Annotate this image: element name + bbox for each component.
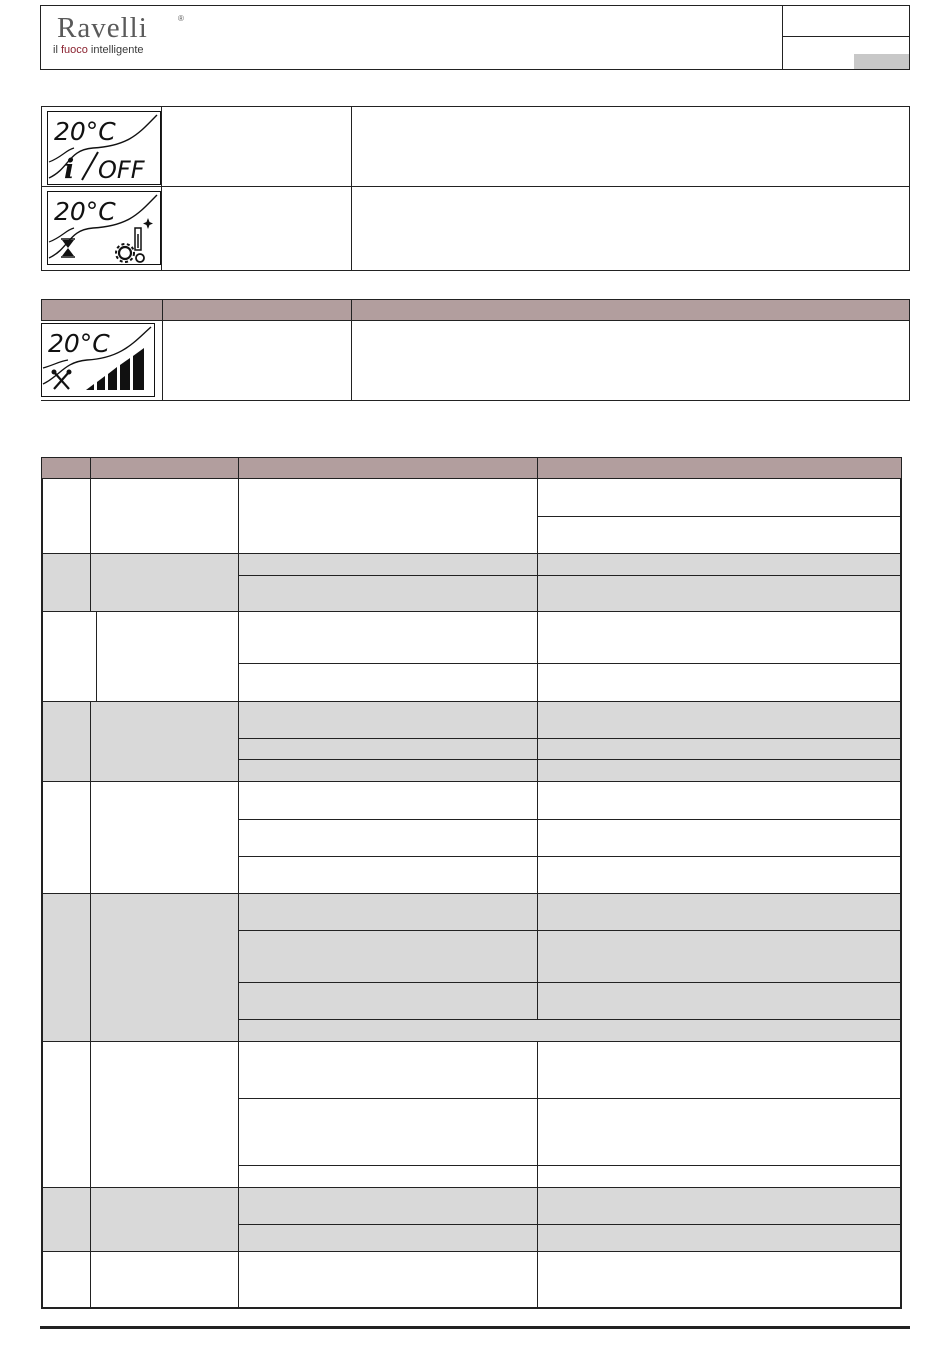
row-line-781 [41, 781, 902, 782]
subrow-line-982 [238, 982, 902, 983]
subrow-line-575 [238, 575, 902, 576]
gear-thermometer-icon [116, 218, 153, 262]
subrow-line-1224 [238, 1224, 902, 1225]
subrow-line-819 [238, 819, 902, 820]
subrow-line-1019 [238, 1019, 902, 1020]
page-header [40, 5, 910, 70]
icon-table-2-header-divider-a [162, 299, 163, 321]
icon-table-1-divider-a [161, 106, 162, 271]
col-line-1c [90, 701, 91, 1309]
row-line-1041 [41, 1041, 902, 1042]
col-line-3b [537, 1041, 538, 1309]
icon-table-1-divider-b [351, 106, 352, 271]
icon-table-2-header-divider-b [351, 299, 352, 321]
info-icon: i [64, 154, 75, 183]
subrow-line-516 [537, 516, 902, 517]
row-line-1251 [41, 1251, 902, 1252]
col-line-1b [96, 611, 97, 701]
timer-cleaning-display-icon [47, 191, 161, 265]
standby-off-display-icon [47, 111, 161, 185]
brand-logo: Ravelli [57, 12, 148, 44]
subrow-line-930 [238, 930, 902, 931]
brand-tagline: il fuoco intelligente [53, 44, 144, 56]
col-line-1 [90, 457, 91, 611]
row-line-701 [41, 701, 902, 702]
header-page-tab [854, 54, 909, 69]
main-table-frame [41, 479, 902, 1309]
row-line-893 [41, 893, 902, 894]
subrow-line-759 [238, 759, 902, 760]
icon-table-2-right-border [909, 321, 910, 401]
subrow-line-738 [238, 738, 902, 739]
icon-table-1 [41, 106, 910, 271]
header-right-divider [782, 36, 910, 37]
power-level-display-icon [41, 323, 155, 397]
icon-table-2-bottom-border [41, 400, 910, 401]
subrow-line-856 [238, 856, 902, 857]
icon-table-2-divider-a [162, 321, 163, 401]
row-line-611 [41, 611, 902, 612]
row-line-553 [41, 553, 902, 554]
row-line-1187 [41, 1187, 902, 1188]
display-off-text: OFF [98, 156, 145, 183]
registered-mark: ® [178, 14, 184, 23]
header-divider [782, 5, 783, 70]
display-temperature: 20°C [48, 329, 110, 358]
subrow-line-663 [238, 663, 902, 664]
icon-table-2-divider-b [351, 321, 352, 401]
display-temperature: 20°C [54, 117, 116, 146]
footer-rule [40, 1326, 910, 1329]
display-temperature: 20°C [54, 197, 116, 226]
subrow-line-1098 [238, 1098, 902, 1099]
col-line-2 [238, 457, 239, 1309]
tools-icon [52, 370, 72, 390]
subrow-line-1165 [238, 1165, 902, 1166]
icon-table-2-header [41, 299, 910, 321]
main-table-header [41, 457, 902, 479]
icon-table-1-row-divider [41, 186, 910, 187]
